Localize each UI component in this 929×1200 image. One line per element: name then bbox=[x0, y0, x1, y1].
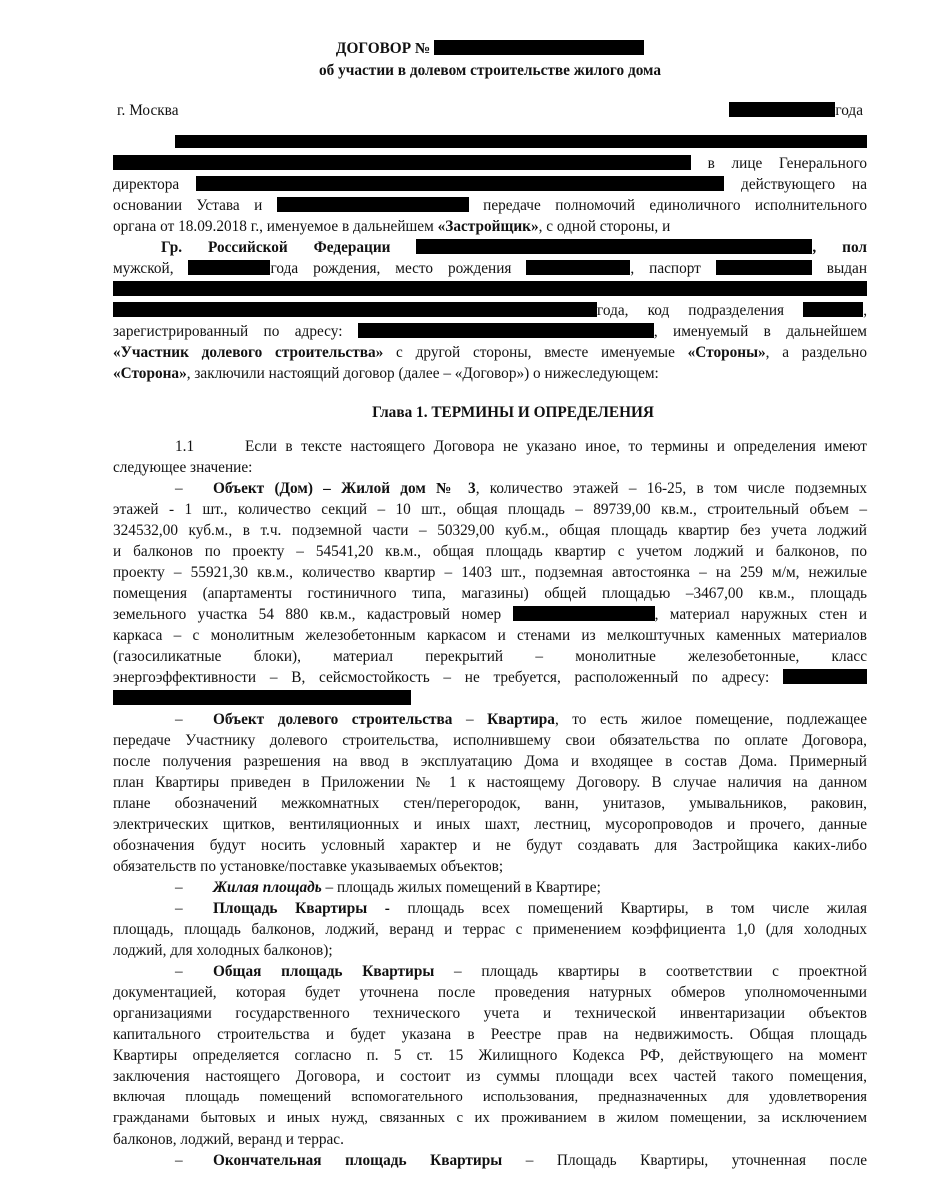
party-line-12: «Сторона», заключили настоящий договор (далее – «Договор») о нижеследующем: bbox=[113, 365, 659, 382]
bullet-dash: – bbox=[175, 900, 183, 917]
def-total-line-1: – Общая площадь Квартиры – площадь квартиры в соответствии с проектной bbox=[113, 961, 867, 982]
party-line-2: в лице Генерального bbox=[113, 153, 867, 174]
def-house-line-2: этажей - 1 шт., количество секций – 10 шт., общая площадь – 89739,00 кв.м., строительный объем – bbox=[113, 501, 867, 518]
def-living-line-1: – Жилая площадь – площадь жилых помещений в Квартире; bbox=[113, 877, 867, 898]
term-object-shared: Объект долевого строительства bbox=[213, 711, 453, 728]
redaction-address bbox=[358, 323, 654, 338]
contract-title bbox=[113, 38, 867, 59]
def-house-line-3: 324532,00 куб.м., в т.ч. подземной части – 50329,00 куб.м., общая площадь квартир без учета лоджий bbox=[113, 522, 867, 539]
def-total-line-4: капитального строительства и будет указана в Реестре прав на недвижимость. Общая площадь bbox=[113, 1026, 867, 1043]
def-object-line-1: – Объект долевого строительства – Квартира, то есть жилое помещение, подлежащее bbox=[113, 709, 867, 730]
redaction-address bbox=[783, 669, 867, 684]
def-total-line-5: Квартиры определяется согласно п. 5 ст. 15 Жилищного Кодекса РФ, действующего на момент bbox=[113, 1047, 867, 1064]
party-line-8 bbox=[113, 279, 867, 300]
def-total-line-9: балконов, лоджий, веранд и террас. bbox=[113, 1131, 344, 1148]
clause-1-1-line-2: следующее значение: bbox=[113, 459, 253, 476]
redaction-address bbox=[113, 690, 411, 705]
redaction-block bbox=[188, 260, 270, 275]
def-house-line-9: (газосиликатные блоки), материал перекрытий – монолитные железобетонные, класс bbox=[113, 648, 867, 665]
def-object-line-3: после получения разрешения на ввод в эксплуатацию Дома и входящее в состав Дома. Примерный bbox=[113, 753, 867, 770]
def-object-line-7: обозначения будут носить условный характер и не будут создавать для Застройщика каких-либо bbox=[113, 837, 867, 854]
def-area-line-2: площадь, площадь балконов, лоджий, веранд и террас с применением коэффициента 1,0 (для холодных bbox=[113, 921, 867, 938]
party-line-9: года, код подразделения , bbox=[113, 300, 867, 321]
contract-subtitle: об участии в долевом строительстве жилого дома bbox=[318, 62, 662, 79]
party-line-7: мужской, года рождения, место рождения , паспорт выдан bbox=[113, 260, 868, 277]
title-prefix: ДОГОВОР № bbox=[335, 40, 431, 57]
def-total-line-6: заключения настоящего Договора, и состоит из суммы площади всех частей такого помещения, bbox=[113, 1068, 867, 1085]
def-object-line-4: план Квартиры приведен в Приложении № 1 к настоящему Договору. В случае наличия на данном bbox=[113, 774, 867, 791]
redaction-contract-number bbox=[434, 40, 644, 55]
redaction-cadastral bbox=[513, 606, 655, 621]
bullet-dash: – bbox=[175, 879, 183, 896]
def-object-line-2: передаче Участнику долевого строительства, исполнившему свои обязательства по оплате Договора, bbox=[113, 732, 867, 749]
def-house-line-1: – Объект (Дом) – Жилой дом № 3, количество этажей – 16-25, в том числе подземных bbox=[113, 478, 867, 499]
bullet-dash: – bbox=[175, 1152, 183, 1169]
def-total-line-7: включая площадь помещений вспомогательного использования, предназначенных для удовлетворения bbox=[113, 1089, 867, 1105]
redaction-block bbox=[113, 155, 691, 170]
redaction-block bbox=[175, 135, 867, 148]
def-total-line-8: гражданами бытовых и иных нужд, связанных с их проживанием в жилом помещении, за исключением bbox=[113, 1110, 867, 1126]
def-object-line-5: плане обозначений межкомнатных стен/перегородок, ванн, унитазов, умывальников, раковин, bbox=[113, 795, 867, 812]
term-living-area: Жилая площадь bbox=[213, 879, 322, 896]
redaction-block bbox=[803, 302, 863, 317]
def-object-line-8: обязательств по установке/поставке указываемых объектов; bbox=[113, 858, 504, 875]
clause-number: 1.1 bbox=[175, 438, 195, 455]
term-final-area: Окончательная площадь Квартиры bbox=[213, 1152, 503, 1169]
party-line-10: зарегистрированный по адресу: , именуемый в дальнейшем bbox=[113, 323, 867, 340]
term-object-house: Объект (Дом) bbox=[213, 480, 313, 497]
redaction-block bbox=[416, 239, 812, 254]
redaction-block bbox=[526, 260, 630, 275]
def-house-line-5: проекту – 55921,30 кв.м., количество квартир – 1403 шт., подземная автостоянка – на 259 м/м, нежилые bbox=[113, 564, 867, 581]
term-total-area: Общая площадь Квартиры bbox=[213, 963, 435, 980]
redaction-block bbox=[196, 176, 724, 191]
term-apartment-area: Площадь Квартиры - bbox=[213, 900, 390, 917]
bullet-dash: – bbox=[175, 963, 183, 980]
party-line-11: «Участник долевого строительства» с другой стороны, вместе именуемые «Стороны», а раздельно bbox=[113, 344, 868, 361]
def-house-line-6: помещения (апартаменты гостиничного типа, магазины) общей площадью –3467,00 кв.м., площадь bbox=[113, 585, 867, 602]
def-area-line-1: – Площадь Квартиры - площадь всех помещений Квартиры, в том числе жилая bbox=[113, 898, 867, 919]
chapter-title: Глава 1. ТЕРМИНЫ И ОПРЕДЕЛЕНИЯ bbox=[372, 404, 654, 421]
redaction-block bbox=[716, 260, 812, 275]
developer-term: «Застройщик» bbox=[437, 218, 539, 235]
clause-1-1-line-1: 1.1 Если в тексте настоящего Договора не указано иное, то термины и определения имеют bbox=[113, 436, 867, 457]
city-label: г. Москва bbox=[117, 102, 179, 119]
redaction-block bbox=[113, 281, 867, 296]
party-line-6: Гр. Российской Федерации , пол bbox=[161, 239, 867, 256]
def-total-line-3: организациями государственного технического учета и технической инвентаризации объектов bbox=[113, 1005, 867, 1022]
redaction-block bbox=[113, 302, 597, 317]
def-house-line-4: и балконов по проекту – 54541,20 кв.м., общая площадь квартир с учетом лоджий и балконов, по bbox=[113, 543, 867, 560]
def-object-line-6: электрических щитков, вентиляционных и иных шахт, лестниц, мусоропроводов и прочего, данные bbox=[113, 816, 867, 833]
party-line-5: органа от 18.09.2018 г., именуемое в дальнейшем «Застройщик», с одной стороны, и bbox=[113, 218, 671, 235]
redaction-block bbox=[277, 197, 469, 212]
def-house-line-10: энергоэффективности – В, сейсмостойкость – не требуется, расположенный по адресу: bbox=[113, 667, 867, 688]
def-house-line-11 bbox=[113, 688, 867, 709]
place-date-line: г. Москва года bbox=[117, 102, 863, 119]
redaction-date bbox=[729, 102, 835, 117]
def-total-line-2: документацией, которая будет уточнена после проведения натурных обмеров уполномоченными bbox=[113, 984, 867, 1001]
def-final-line-1: – Окончательная площадь Квартиры – Площадь Квартиры, уточненная после bbox=[113, 1150, 867, 1171]
def-area-line-3: лоджий, для холодных балконов); bbox=[113, 942, 333, 959]
party-line-1 bbox=[113, 131, 867, 152]
def-house-line-7: земельного участка 54 880 кв.м., кадастровый номер , материал наружных стен и bbox=[113, 606, 867, 623]
def-house-line-8: каркаса – с монолитным железобетонным каркасом и стенами из мелкоштучных каменных материалов bbox=[113, 627, 867, 644]
bullet-dash: – bbox=[175, 711, 183, 728]
party-line-4: основании Устава и передаче полномочий единоличного исполнительного bbox=[113, 197, 867, 214]
bullet-dash: – bbox=[175, 480, 183, 497]
party-line-3: директора действующего на bbox=[113, 176, 868, 193]
